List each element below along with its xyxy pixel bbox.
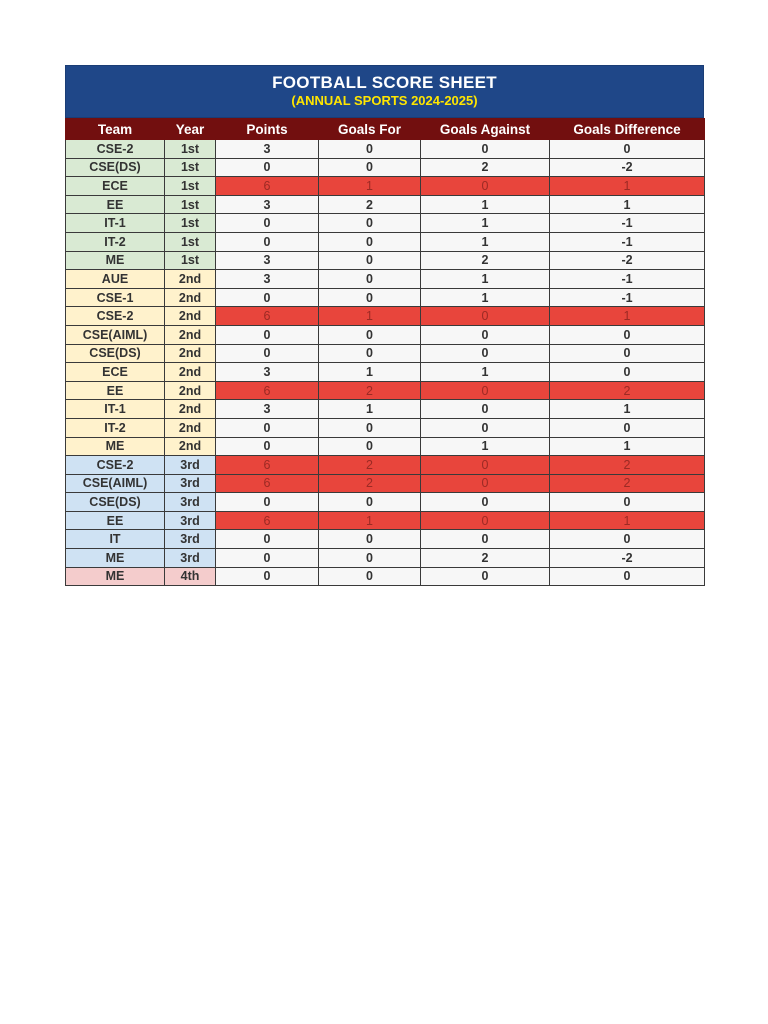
column-header-goals-for: Goals For (319, 119, 421, 140)
goals-difference-cell: -1 (550, 270, 705, 289)
goals-for-cell: 1 (319, 177, 421, 196)
points-cell: 3 (216, 363, 319, 382)
points-cell: 6 (216, 177, 319, 196)
year-cell: 1st (165, 195, 216, 214)
table-row (66, 307, 705, 326)
sheet-title: FOOTBALL SCORE SHEET (272, 73, 497, 92)
goals-against-cell: 0 (421, 381, 550, 400)
goals-difference-cell: 0 (550, 493, 705, 512)
title-banner (65, 65, 704, 118)
goals-for-cell: 1 (319, 307, 421, 326)
year-cell: 3rd (165, 530, 216, 549)
goals-difference-cell: -2 (550, 158, 705, 177)
column-header-goals-difference: Goals Difference (550, 119, 705, 140)
goals-for-cell: 2 (319, 474, 421, 493)
header-row (66, 119, 705, 140)
year-cell: 1st (165, 158, 216, 177)
team-cell: IT-1 (66, 400, 165, 419)
goals-for-cell: 0 (319, 270, 421, 289)
goals-against-cell: 1 (421, 232, 550, 251)
goals-difference-cell: 0 (550, 363, 705, 382)
goals-for-cell: 2 (319, 456, 421, 475)
goals-against-cell: 2 (421, 549, 550, 568)
table-row (66, 474, 705, 493)
goals-for-cell: 0 (319, 214, 421, 233)
goals-for-cell: 0 (319, 530, 421, 549)
score-table (65, 118, 705, 586)
table-row (66, 363, 705, 382)
goals-for-cell: 0 (319, 344, 421, 363)
year-cell: 1st (165, 140, 216, 159)
table-row (66, 251, 705, 270)
column-header-team: Team (66, 119, 165, 140)
team-cell: IT (66, 530, 165, 549)
goals-difference-cell: 1 (550, 177, 705, 196)
points-cell: 0 (216, 325, 319, 344)
table-row (66, 270, 705, 289)
goals-against-cell: 1 (421, 270, 550, 289)
goals-difference-cell: 2 (550, 456, 705, 475)
goals-for-cell: 0 (319, 325, 421, 344)
year-cell: 2nd (165, 437, 216, 456)
column-header-points: Points (216, 119, 319, 140)
points-cell: 0 (216, 493, 319, 512)
goals-for-cell: 0 (319, 549, 421, 568)
table-row (66, 214, 705, 233)
table-row (66, 493, 705, 512)
points-cell: 0 (216, 549, 319, 568)
goals-against-cell: 0 (421, 511, 550, 530)
points-cell: 6 (216, 456, 319, 475)
goals-against-cell: 0 (421, 493, 550, 512)
table-row (66, 344, 705, 363)
team-cell: CSE(DS) (66, 344, 165, 363)
points-cell: 3 (216, 400, 319, 419)
goals-for-cell: 2 (319, 381, 421, 400)
year-cell: 2nd (165, 418, 216, 437)
goals-difference-cell: 0 (550, 530, 705, 549)
year-cell: 3rd (165, 549, 216, 568)
points-cell: 0 (216, 418, 319, 437)
team-cell: CSE(AIML) (66, 325, 165, 344)
points-cell: 3 (216, 195, 319, 214)
points-cell: 6 (216, 307, 319, 326)
table-row (66, 400, 705, 419)
goals-for-cell: 2 (319, 195, 421, 214)
team-cell: EE (66, 381, 165, 400)
column-header-goals-against: Goals Against (421, 119, 550, 140)
goals-difference-cell: 1 (550, 400, 705, 419)
goals-difference-cell: -1 (550, 214, 705, 233)
table-row (66, 177, 705, 196)
goals-difference-cell: 0 (550, 418, 705, 437)
year-cell: 2nd (165, 307, 216, 326)
table-row (66, 530, 705, 549)
points-cell: 6 (216, 474, 319, 493)
goals-for-cell: 1 (319, 400, 421, 419)
year-cell: 3rd (165, 511, 216, 530)
points-cell: 3 (216, 140, 319, 159)
year-cell: 2nd (165, 381, 216, 400)
team-cell: AUE (66, 270, 165, 289)
points-cell: 0 (216, 214, 319, 233)
team-cell: IT-2 (66, 232, 165, 251)
goals-difference-cell: 1 (550, 195, 705, 214)
table-row (66, 195, 705, 214)
goals-against-cell: 1 (421, 437, 550, 456)
goals-against-cell: 0 (421, 474, 550, 493)
table-row (66, 511, 705, 530)
goals-difference-cell: 1 (550, 511, 705, 530)
goals-against-cell: 0 (421, 344, 550, 363)
goals-for-cell: 0 (319, 418, 421, 437)
goals-for-cell: 1 (319, 511, 421, 530)
team-cell: ME (66, 251, 165, 270)
goals-against-cell: 0 (421, 177, 550, 196)
points-cell: 0 (216, 530, 319, 549)
table-row (66, 325, 705, 344)
goals-against-cell: 1 (421, 214, 550, 233)
points-cell: 6 (216, 511, 319, 530)
goals-against-cell: 0 (421, 456, 550, 475)
goals-for-cell: 0 (319, 232, 421, 251)
goals-against-cell: 0 (421, 307, 550, 326)
goals-against-cell: 1 (421, 288, 550, 307)
goals-against-cell: 0 (421, 325, 550, 344)
goals-difference-cell: -2 (550, 549, 705, 568)
year-cell: 2nd (165, 325, 216, 344)
goals-against-cell: 0 (421, 567, 550, 586)
points-cell: 3 (216, 270, 319, 289)
table-row (66, 437, 705, 456)
goals-difference-cell: 0 (550, 567, 705, 586)
table-row (66, 381, 705, 400)
table-row (66, 567, 705, 586)
team-cell: ME (66, 549, 165, 568)
goals-difference-cell: -2 (550, 251, 705, 270)
year-cell: 3rd (165, 493, 216, 512)
team-cell: CSE-2 (66, 456, 165, 475)
year-cell: 2nd (165, 363, 216, 382)
table-row (66, 288, 705, 307)
team-cell: CSE(DS) (66, 158, 165, 177)
year-cell: 2nd (165, 400, 216, 419)
year-cell: 1st (165, 251, 216, 270)
points-cell: 3 (216, 251, 319, 270)
points-cell: 0 (216, 344, 319, 363)
points-cell: 0 (216, 567, 319, 586)
team-cell: IT-1 (66, 214, 165, 233)
year-cell: 1st (165, 177, 216, 196)
team-cell: CSE(DS) (66, 493, 165, 512)
team-cell: ECE (66, 177, 165, 196)
goals-for-cell: 0 (319, 288, 421, 307)
sheet-subtitle: (ANNUAL SPORTS 2024-2025) (291, 93, 478, 108)
score-sheet (65, 65, 704, 586)
goals-against-cell: 1 (421, 195, 550, 214)
team-cell: CSE(AIML) (66, 474, 165, 493)
year-cell: 3rd (165, 456, 216, 475)
team-cell: ME (66, 437, 165, 456)
goals-difference-cell: 0 (550, 344, 705, 363)
team-cell: EE (66, 511, 165, 530)
team-cell: ME (66, 567, 165, 586)
table-row (66, 158, 705, 177)
points-cell: 0 (216, 288, 319, 307)
year-cell: 1st (165, 232, 216, 251)
table-row (66, 456, 705, 475)
goals-against-cell: 2 (421, 158, 550, 177)
year-cell: 2nd (165, 270, 216, 289)
goals-difference-cell: 2 (550, 381, 705, 400)
goals-against-cell: 1 (421, 363, 550, 382)
goals-difference-cell: 2 (550, 474, 705, 493)
goals-for-cell: 0 (319, 158, 421, 177)
table-row (66, 549, 705, 568)
year-cell: 3rd (165, 474, 216, 493)
team-cell: IT-2 (66, 418, 165, 437)
goals-difference-cell: 0 (550, 325, 705, 344)
goals-for-cell: 0 (319, 567, 421, 586)
goals-for-cell: 1 (319, 363, 421, 382)
team-cell: CSE-2 (66, 307, 165, 326)
goals-against-cell: 0 (421, 530, 550, 549)
points-cell: 0 (216, 232, 319, 251)
goals-for-cell: 0 (319, 437, 421, 456)
column-header-year: Year (165, 119, 216, 140)
goals-difference-cell: 1 (550, 307, 705, 326)
goals-against-cell: 0 (421, 400, 550, 419)
goals-difference-cell: 0 (550, 140, 705, 159)
goals-for-cell: 0 (319, 493, 421, 512)
goals-difference-cell: -1 (550, 232, 705, 251)
team-cell: CSE-1 (66, 288, 165, 307)
goals-difference-cell: 1 (550, 437, 705, 456)
goals-against-cell: 2 (421, 251, 550, 270)
year-cell: 2nd (165, 344, 216, 363)
goals-difference-cell: -1 (550, 288, 705, 307)
goals-against-cell: 0 (421, 140, 550, 159)
team-cell: EE (66, 195, 165, 214)
year-cell: 4th (165, 567, 216, 586)
team-cell: CSE-2 (66, 140, 165, 159)
table-row (66, 418, 705, 437)
table-body (66, 140, 705, 586)
year-cell: 2nd (165, 288, 216, 307)
table-row (66, 232, 705, 251)
points-cell: 6 (216, 381, 319, 400)
points-cell: 0 (216, 158, 319, 177)
goals-for-cell: 0 (319, 251, 421, 270)
goals-against-cell: 0 (421, 418, 550, 437)
year-cell: 1st (165, 214, 216, 233)
team-cell: ECE (66, 363, 165, 382)
table-row (66, 140, 705, 159)
points-cell: 0 (216, 437, 319, 456)
goals-for-cell: 0 (319, 140, 421, 159)
